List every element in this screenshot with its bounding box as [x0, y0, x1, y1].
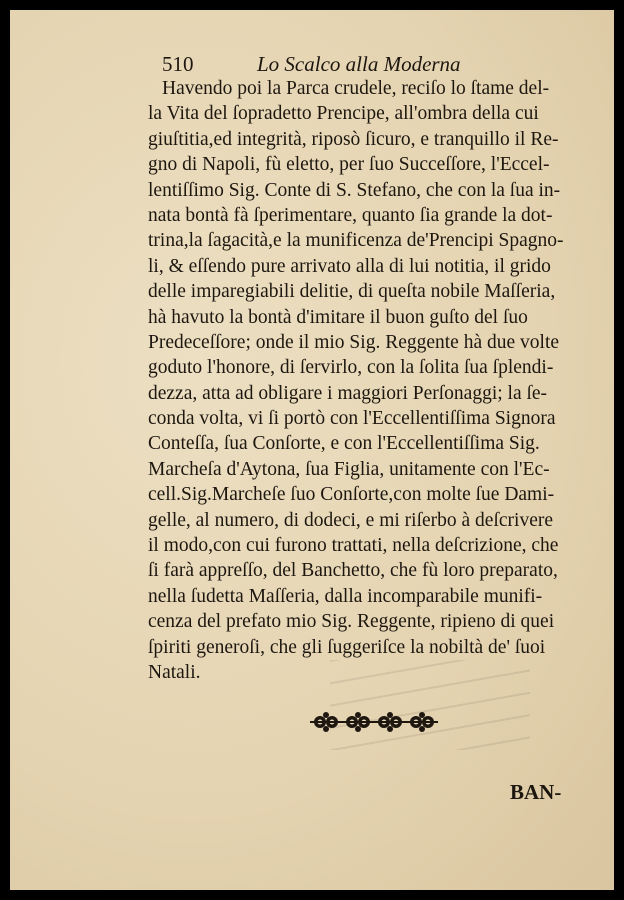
text-line: goduto l'honore, di ſervirlo, con la ſolita ſua ſplendi- — [148, 357, 554, 379]
text-line: la Vita del ſopradetto Prencipe, all'ombra della cui — [148, 103, 539, 125]
text-line: conda volta, vi ſi portò con l'Eccellentiſſima Signora — [148, 408, 556, 430]
text-line: hà havuto la bontà d'imitare il buon guſto del ſuo — [148, 306, 528, 328]
text-line: giuſtitia,ed integrità, riposò ſicuro, e tranquillo il Re- — [148, 128, 559, 150]
body-text — [148, 76, 564, 685]
text-line: Predeceſſore; onde il mio Sig. Reggente hà due volte — [148, 331, 560, 353]
book-page — [10, 10, 614, 890]
text-line: lentiſſimo Sig. Conte di S. Stefano, che con la ſua in- — [148, 179, 561, 201]
text-line: trina,la ſagacità,e la munificenza de'Prencipi Spagno- — [148, 230, 564, 252]
text-line: ſi farà appreſſo, del Banchetto, che fù loro preparato, — [148, 560, 558, 582]
text-line: Natali. — [148, 661, 201, 683]
running-header — [162, 52, 502, 78]
text-line: li, & eſſendo pure arrivato alla di lui notitia, il grido — [148, 255, 551, 277]
catchword: BAN- — [510, 780, 562, 804]
text-line: cenza del prefato mio Sig. Reggente, ripieno di quei — [148, 611, 555, 633]
text-line: nata bontà fà ſperimentare, quanto ſia grande la dot- — [148, 204, 553, 226]
text-line: Conteſſa, ſua Conſorte, e con l'Eccellentiſſima Sig. — [148, 433, 540, 455]
text-line: delle imparegiabili delitie, di queſta nobile Maſſeria, — [148, 281, 556, 303]
text-line: gelle, al numero, di dodeci, e mi riſerbo à deſcrivere — [148, 509, 553, 531]
text-line: ſpiriti generoſi, che gli ſuggeriſce la nobiltà de' ſuoi — [148, 636, 546, 658]
text-line: Marcheſa d'Aytona, ſua Figlia, unitamente con l'Ec- — [148, 458, 550, 480]
text-line: dezza, atta ad obligare i maggiori Perſonaggi; la ſe- — [148, 382, 548, 404]
text-line: gno di Napoli, fù eletto, per ſuo Succeſſore, l'Eccel- — [148, 154, 550, 176]
text-line: cell.Sig.Marcheſe ſuo Conſorte,con molte ſue Dami- — [148, 484, 555, 506]
printers-ornament-icon — [310, 710, 438, 734]
page-number: 510 — [162, 52, 194, 76]
running-title: Lo Scalco alla Moderna — [257, 52, 461, 76]
text-line: nella ſudetta Maſſeria, dalla incomparabile munifi- — [148, 585, 543, 607]
text-line: Havendo poi la Parca crudele, reciſo lo ſtame del- — [162, 78, 550, 99]
text-line: il modo,con cui furono trattati, nella deſcrizione, che — [148, 535, 559, 557]
